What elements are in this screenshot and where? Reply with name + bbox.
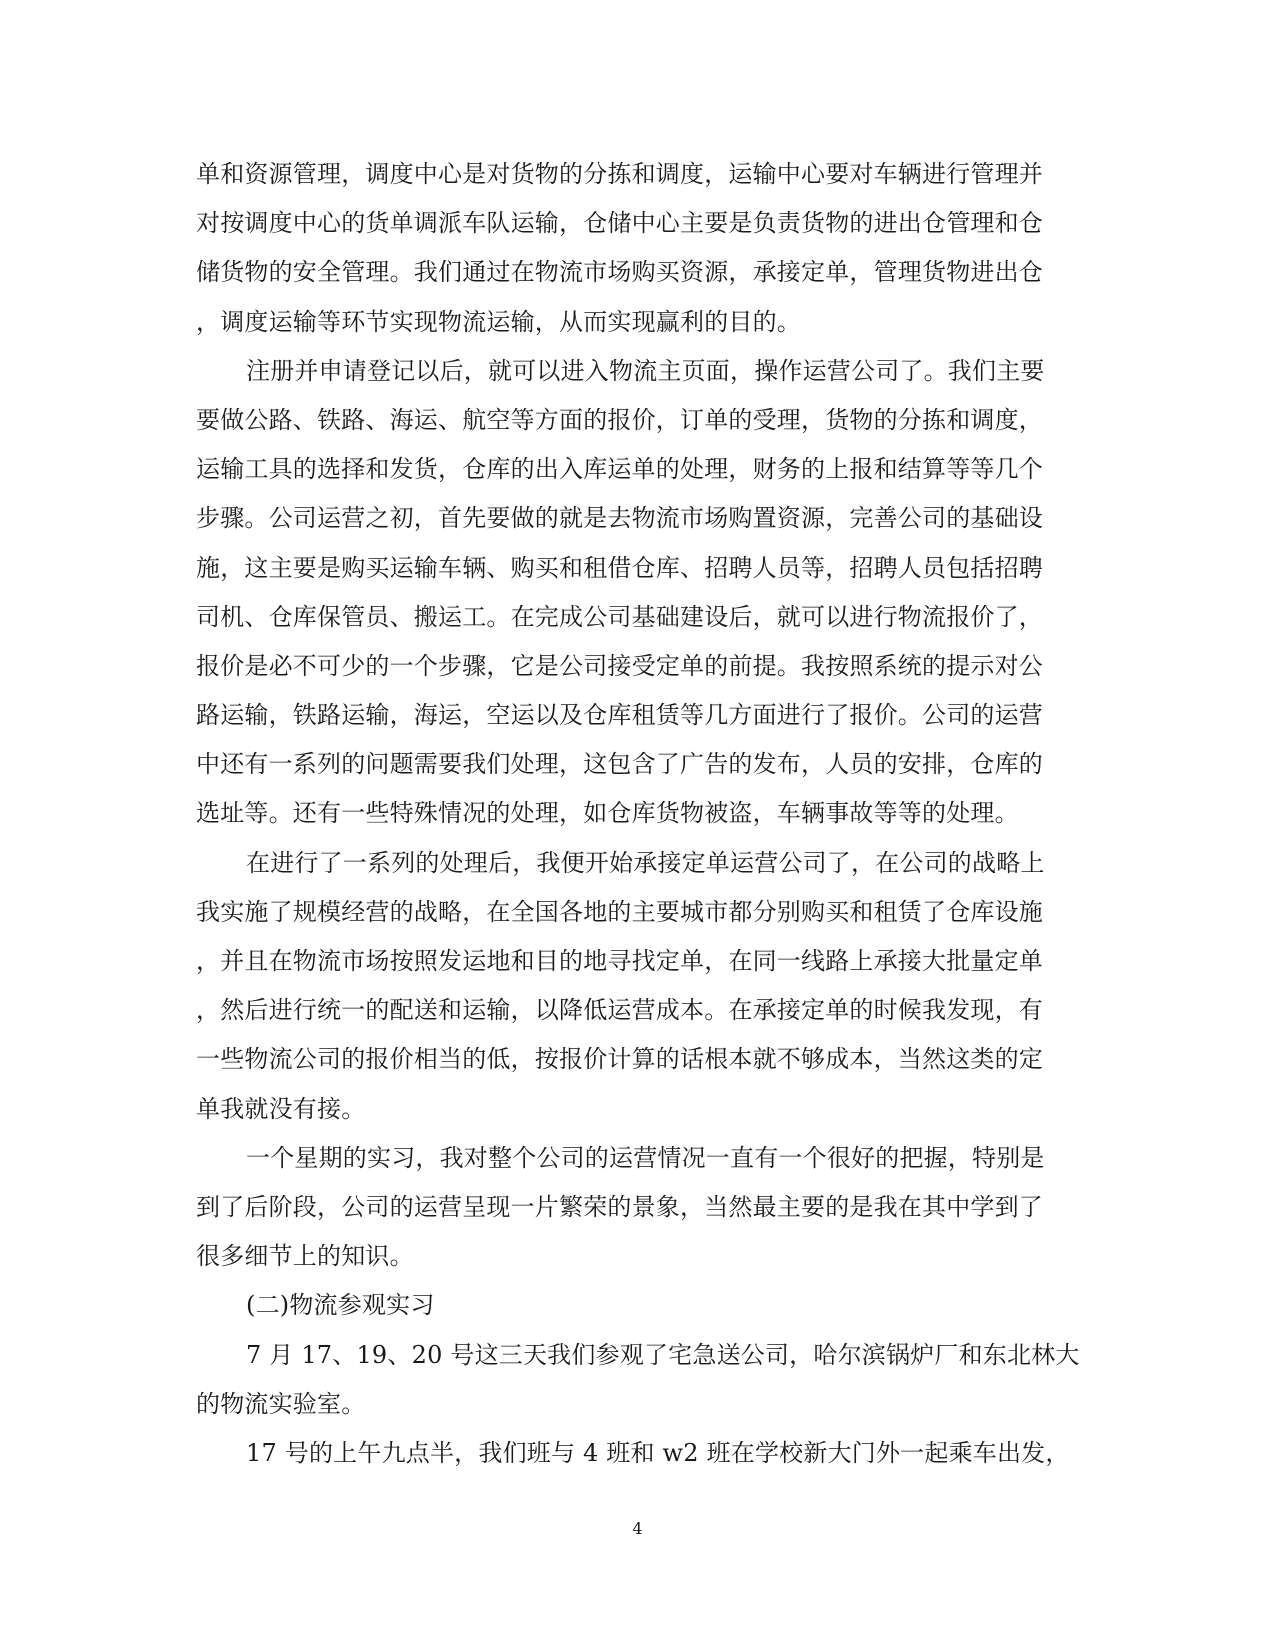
- text-line: 注册并申请登记以后，就可以进入物流主页面，操作运营公司了。我们主要: [246, 356, 1045, 385]
- text-line: 步骤。公司运营之初，首先要做的就是去物流市场购置资源，完善公司的基础设: [196, 504, 1043, 533]
- text-line: 的物流实验室。: [196, 1389, 366, 1418]
- text-line: 运输工具的选择和发货，仓库的出入库运单的处理，财务的上报和结算等等几个: [196, 455, 1043, 484]
- text-line: 储货物的安全管理。我们通过在物流市场购买资源，承接定单，管理货物进出仓: [196, 258, 1043, 287]
- text-line: 要做公路、铁路、海运、航空等方面的报价，订单的受理，货物的分拣和调度，: [196, 405, 1043, 434]
- page-number: 4: [632, 1519, 643, 1538]
- text-line: 一个星期的实习，我对整个公司的运营情况一直有一个很好的把握，特别是: [246, 1143, 1045, 1172]
- text-line: 7 月 17、19、20 号这三天我们参观了宅急送公司，哈尔滨锅炉厂和东北林大: [246, 1340, 1080, 1369]
- text-line: 施，这主要是购买运输车辆、购买和租借仓库、招聘人员等，招聘人员包括招聘: [196, 553, 1043, 582]
- text-line: 单我就没有接。: [196, 1094, 366, 1123]
- text-line: 很多细节上的知识。: [196, 1242, 414, 1271]
- text-line: 到了后阶段，公司的运营呈现一片繁荣的景象，当然最主要的是我在其中学到了: [196, 1192, 1043, 1221]
- text-line: 中还有一系列的问题需要我们处理，这包含了广告的发布，人员的安排，仓库的: [196, 750, 1043, 779]
- body-text: [196, 150, 1078, 1478]
- text-line: 选址等。还有一些特殊情况的处理，如仓库货物被盗，车辆事故等等的处理。: [196, 799, 1019, 828]
- text-line: 对按调度中心的货单调派车队运输，仓储中心主要是负责货物的进出仓管理和仓: [196, 209, 1043, 238]
- text-line: 一些物流公司的报价相当的低，按报价计算的话根本就不够成本，当然这类的定: [196, 1045, 1043, 1074]
- text-line: ，然后进行统一的配送和运输，以降低运营成本。在承接定单的时候我发现，有: [196, 996, 1043, 1025]
- text-line: ，调度运输等环节实现物流运输，从而实现赢利的目的。: [196, 307, 801, 336]
- text-line: 单和资源管理，调度中心是对货物的分拣和调度，运输中心要对车辆进行管理并: [196, 160, 1043, 188]
- text-line: 在进行了一系列的处理后，我便开始承接定单运营公司了，在公司的战略上: [246, 848, 1045, 877]
- text-line: 报价是必不可少的一个步骤，它是公司接受定单的前提。我按照系统的提示对公: [196, 651, 1043, 680]
- text-line: (二)物流参观实习: [246, 1291, 435, 1320]
- text-line: 路运输，铁路运输，海运，空运以及仓库租赁等几方面进行了报价。公司的运营: [196, 701, 1043, 730]
- text-line: 17 号的上午九点半，我们班与 4 班和 w2 班在学校新大门外一起乘车出发，: [246, 1438, 1070, 1467]
- text-line: 司机、仓库保管员、搬运工。在完成公司基础建设后，就可以进行物流报价了，: [196, 602, 1043, 631]
- text-line: 我实施了规模经营的战略，在全国各地的主要城市都分别购买和租赁了仓库设施: [196, 897, 1043, 926]
- text-line: ，并且在物流市场按照发运地和目的地寻找定单，在同一线路上承接大批量定单: [196, 947, 1043, 975]
